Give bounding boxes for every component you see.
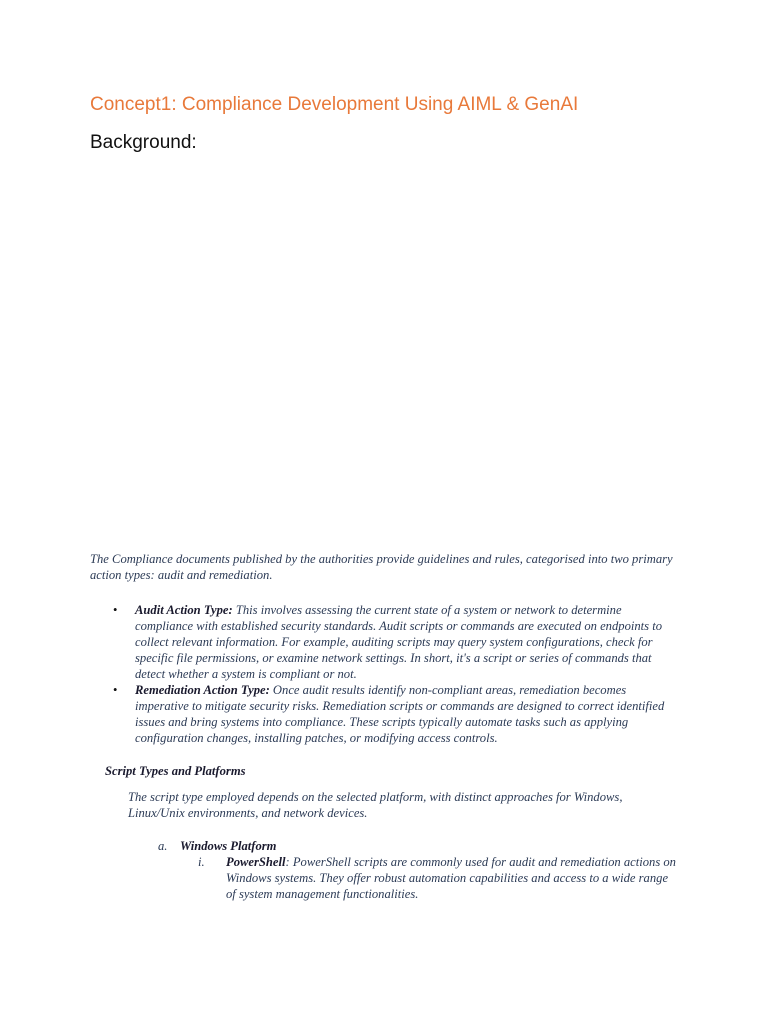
bullet-icon: • [113,683,118,697]
platform-item-windows [158,838,276,854]
bullet-title: Remediation Action Type: [135,683,270,697]
platform-name: Windows Platform [180,839,277,853]
tool-name: PowerShell [226,855,286,869]
background-heading: Background: [90,132,197,153]
script-types-intro: The script type employed depends on the selected platform, with distinct approaches for Windows, Linux/Unix environments, and network devices. [128,790,623,820]
action-type-list [113,602,681,746]
tool-item-powershell [198,854,678,902]
bullet-title: Audit Action Type: [135,603,233,617]
bullet-icon: • [113,603,118,617]
intro-paragraph: The Compliance documents published by the authorities provide guidelines and rules, categorised into two primary action types: audit and remediation. [90,552,673,582]
bullet-text: This involves assessing the current state of a system or network to determine compliance with established security standards. Audit scripts or commands are executed on endpoints to collect relevant information. For example, auditing scripts may query system configurations, check for specific file permissions, or examine network settings. In short, it's a script or series of commands that detect whether a system is compliant or not. [135,603,663,681]
list-marker: a. [158,839,168,853]
list-marker: i. [198,855,205,869]
page-title: Concept1: Compliance Development Using AIML & GenAI [90,94,579,115]
tool-text: : PowerShell scripts are commonly used for audit and remediation actions on Windows systems. They offer robust automation capabilities and access to a wide range of system management functionalities. [226,855,676,901]
script-types-heading: Script Types and Platforms [105,764,246,778]
list-item-remediation [113,682,681,746]
bullet-text: Once audit results identify non-compliant areas, remediation becomes imperative to mitigate security risks. Remediation scripts or commands are designed to correct identified issues and bring systems into compliance. These scripts typically automate tasks such as applying configuration changes, installing patches, or modifying access controls. [135,683,665,745]
list-item-audit [113,602,681,682]
